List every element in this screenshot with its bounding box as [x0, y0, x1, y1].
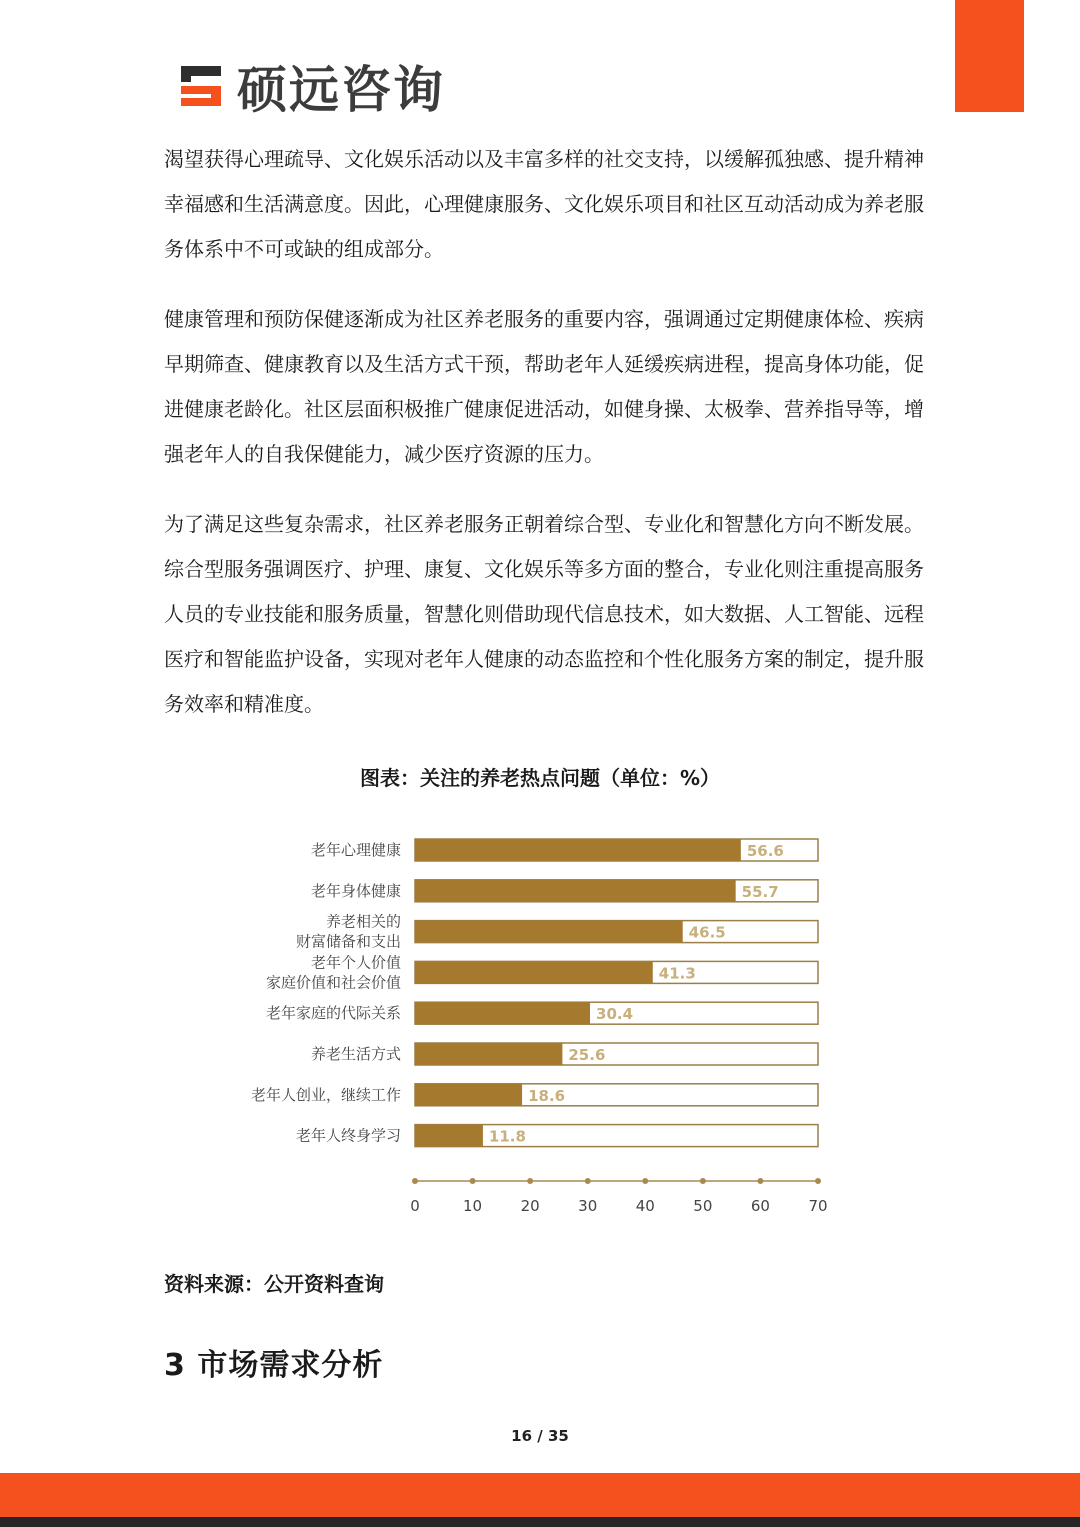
x-axis-tick — [585, 1178, 591, 1184]
footer-bar — [0, 1473, 1080, 1517]
category-label: 财富储备和支出 — [295, 932, 401, 951]
bar — [415, 1084, 522, 1106]
x-tick-label: 40 — [635, 1197, 655, 1215]
corner-accent-tab — [955, 0, 1024, 112]
bar-value-label: 55.7 — [741, 882, 779, 901]
x-axis-tick — [470, 1178, 476, 1184]
bar — [415, 839, 741, 861]
category-label: 养老生活方式 — [310, 1045, 401, 1063]
x-axis-tick — [757, 1178, 763, 1184]
footer-dark-strip — [0, 1517, 1080, 1527]
brand-logo — [177, 58, 445, 119]
category-label: 老年心理健康 — [310, 841, 401, 859]
logo-text: 硕远咨询 — [237, 61, 445, 119]
bar — [415, 880, 736, 902]
category-label: 老年人终身学习 — [295, 1126, 401, 1145]
bar — [415, 1043, 562, 1065]
x-tick-label: 0 — [410, 1197, 420, 1215]
bar — [415, 921, 683, 943]
x-axis-tick — [527, 1178, 533, 1184]
category-label: 家庭价值和社会价值 — [265, 973, 401, 992]
x-tick-label: 60 — [750, 1197, 770, 1215]
x-tick-label: 10 — [463, 1197, 483, 1215]
x-axis-tick — [815, 1178, 821, 1184]
x-tick-label: 30 — [578, 1197, 598, 1215]
bar-value-label: 41.3 — [658, 964, 696, 983]
x-tick-label: 20 — [520, 1197, 540, 1215]
bar-value-label: 56.6 — [746, 842, 784, 860]
bar-value-label: 30.4 — [596, 1005, 634, 1024]
bar — [415, 961, 653, 983]
bar-value-label: 25.6 — [568, 1046, 606, 1064]
source-note: 资料来源：公开资料查询 — [164, 1272, 384, 1296]
bar-chart — [0, 820, 1080, 1240]
page-number: 16 / 35 — [511, 1427, 569, 1445]
x-axis-tick — [700, 1178, 706, 1184]
body-paragraph-1: 渴望获得心理疏导、文化娱乐活动以及丰富多样的社交支持，以缓解孤独感、提升精神幸福感和生活满意度。因此，心理健康服务、文化娱乐项目和社区互动活动成为养老服务体系中不可或缺的组成部分。 — [164, 147, 924, 261]
x-tick-label: 70 — [808, 1197, 828, 1215]
chart-title: 图表：关注的养老热点问题（单位：%） — [359, 766, 721, 790]
bar-value-label: 46.5 — [688, 923, 726, 942]
section-heading: 3 市场需求分析 — [164, 1348, 384, 1383]
body-paragraph-3: 为了满足这些复杂需求，社区养老服务正朝着综合型、专业化和智慧化方向不断发展。综合型服务强调医疗、护理、康复、文化娱乐等多方面的整合，专业化则注重提高服务人员的专业技能和服务质量，智慧化则借助现代信息技术，如大数据、人工智能、远程医疗和智能监护设备，实现对老年人健康的动态监控和个性化服务方案的制定，提升服务效率和精准度。 — [164, 512, 924, 716]
body-paragraph-2: 健康管理和预防保健逐渐成为社区养老服务的重要内容，强调通过定期健康体检、疾病早期筛查、健康教育以及生活方式干预，帮助老年人延缓疾病进程，提高身体功能，促进健康老龄化。社区层面积极推广健康促进活动，如健身操、太极拳、营养指导等，增强老年人的自我保健能力，减少医疗资源的压力。 — [164, 307, 924, 466]
bar — [415, 1002, 590, 1024]
category-label: 老年身体健康 — [310, 881, 401, 900]
bar-value-label: 11.8 — [488, 1127, 526, 1146]
category-label: 老年人创业，继续工作 — [250, 1085, 401, 1104]
logo-mark-icon — [177, 62, 225, 110]
x-tick-label: 50 — [693, 1197, 713, 1215]
category-label: 老年个人价值 — [310, 953, 401, 972]
category-label: 老年家庭的代际关系 — [265, 1004, 401, 1023]
category-label: 养老相关的 — [325, 912, 401, 931]
x-axis-tick — [412, 1178, 418, 1184]
bar-value-label: 18.6 — [528, 1086, 566, 1105]
bar — [415, 1125, 483, 1147]
x-axis-tick — [642, 1178, 648, 1184]
